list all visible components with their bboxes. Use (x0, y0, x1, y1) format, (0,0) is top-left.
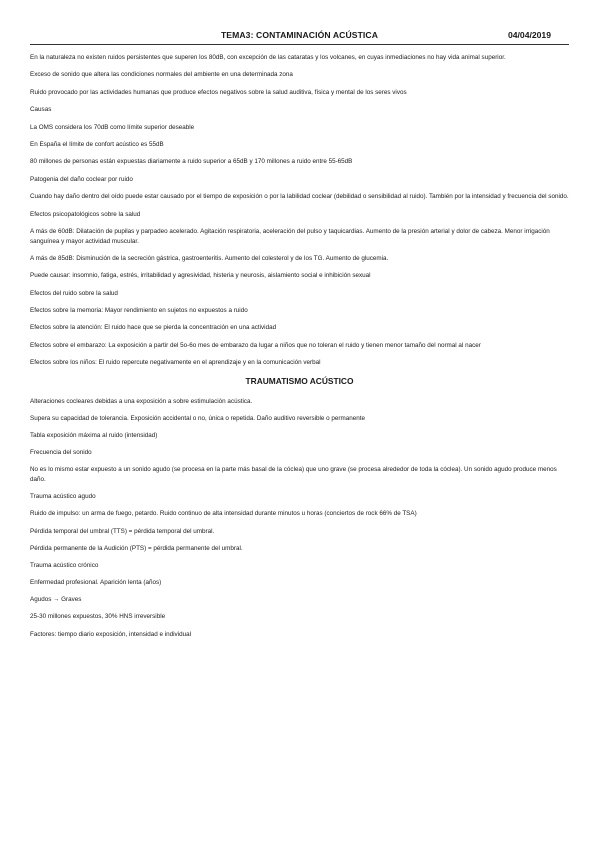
subheading: Trauma acústico crónico (30, 561, 99, 569)
paragraph: Enfermedad profesional. Aparición lenta (años) (30, 579, 162, 587)
subheading: Patogenia del daño coclear por ruido (30, 175, 133, 183)
paragraph: Ruido de impulso: un arma de fuego, petardo. Ruido continuo de alta intensidad durante minutos u horas (conciertos de rock 66% de TSA) (30, 510, 417, 518)
paragraph: Efectos sobre los niños: El ruido repercute negativamente en el aprendizaje y en la comunicación verbal (30, 359, 321, 367)
section-contaminacion (30, 53, 569, 368)
paragraph: Pérdida permanente de la Audición (PTS) = pérdida permanente del umbral. (30, 544, 243, 552)
paragraph: Ruido provocado por las actividades humanas que produce efectos negativos sobre la salud auditiva, física y mental de los seres vivos (30, 88, 407, 96)
subheading: Frecuencia del sonido (30, 449, 92, 457)
paragraph: Puede causar: insomnio, fatiga, estrés, irritabilidad y agresividad, histeria y neurosis, aislamiento social e inhibición sexual (30, 272, 371, 280)
subheading: Efectos del ruido sobre la salud (30, 289, 118, 297)
subheading: Trauma acústico agudo (30, 493, 96, 501)
paragraph: Factores: tiempo diario exposición, intensidad e individual (30, 630, 192, 638)
paragraph: Efectos sobre la memoria: Mayor rendimiento en sujetos no expuestos a ruido (30, 307, 248, 315)
paragraph: Supera su capacidad de tolerancia. Exposición accidental o no, única o repetida. Daño auditivo reversible o permanente (30, 414, 365, 422)
subheading: Causas (30, 106, 52, 114)
paragraph: En la naturaleza no existen ruidos persistentes que superen los 80dB, con excepción de las cataratas y los volcanes, en cuyas inmediaciones no hay vida animal superior. (30, 54, 506, 61)
subheading: Efectos psicopatológicos sobre la salud (30, 210, 141, 218)
paragraph: 80 millones de personas están expuestas diariamente a ruido superior a 65dB y 170 millones a ruido entre 55-65dB (30, 158, 353, 166)
paragraph: A más de 85dB: Disminución de la secreción gástrica, gastroenteritis. Aumento del colesterol y de los TG. Aumento de glucemia. (30, 254, 389, 262)
paragraph: La OMS considera los 70dB como límite superior deseable (30, 123, 195, 131)
document-body (30, 53, 569, 647)
paragraph: Exceso de sonido que altera las condiciones normales del ambiente en una determinada zona (30, 71, 293, 79)
paragraph: En España el límite de confort acústico es 55dB (30, 140, 164, 148)
section-traumatismo (30, 397, 569, 640)
subheading: Tabla exposición máxima al ruido (intensidad) (30, 432, 158, 439)
paragraph: Efectos sobre el embarazo: La exposición a partir del 5o-6o mes de embarazo da lugar a niños que no toleran el ruido y tienen menor tamaño del normal al nacer (30, 341, 481, 349)
section-title-traumatismo: TRAUMATISMO ACÚSTICO (245, 375, 354, 386)
header-divider (30, 44, 569, 45)
paragraph: Efectos sobre la atención: El ruido hace que se pierda la concentración en una actividad (30, 324, 277, 332)
paragraph: Cuando hay daño dentro del oído puede estar causado por el tiempo de exposición o por la labilidad coclear (debilidad o sensibilidad al ruido). También por la intensidad y frecuencia del sonido. (30, 193, 569, 201)
document-title: TEMA3: CONTAMINACIÓN ACÚSTICA (220, 30, 379, 40)
paragraph: 25-30 millones expuestos, 30% HNS irreversible (30, 613, 166, 621)
page-header (30, 30, 569, 44)
paragraph: A más de 60dB: Dilatación de pupilas y parpadeo acelerado. Agitación respiratoria, aceleración del pulso y taquicardias. Aumento de la presión arterial y dolor de cabeza. Menor irrigación sanguínea y mayor actividad muscular. (30, 227, 550, 245)
paragraph: Agudos → Graves (30, 596, 82, 604)
document-date: 04/04/2019 (507, 30, 551, 40)
paragraph: No es lo mismo estar expuesto a un sonido agudo (se procesa en la parte más basal de la cóclea) que uno grave (se procesa alrededor de toda la cóclea). Un sonido agudo produce menos daño. (30, 466, 557, 483)
paragraph: Alteraciones cocleares debidas a una exposición a sobre estimulación acústica. (30, 397, 253, 405)
paragraph: Pérdida temporal del umbral (TTS) = pérdida temporal del umbral. (30, 527, 215, 535)
